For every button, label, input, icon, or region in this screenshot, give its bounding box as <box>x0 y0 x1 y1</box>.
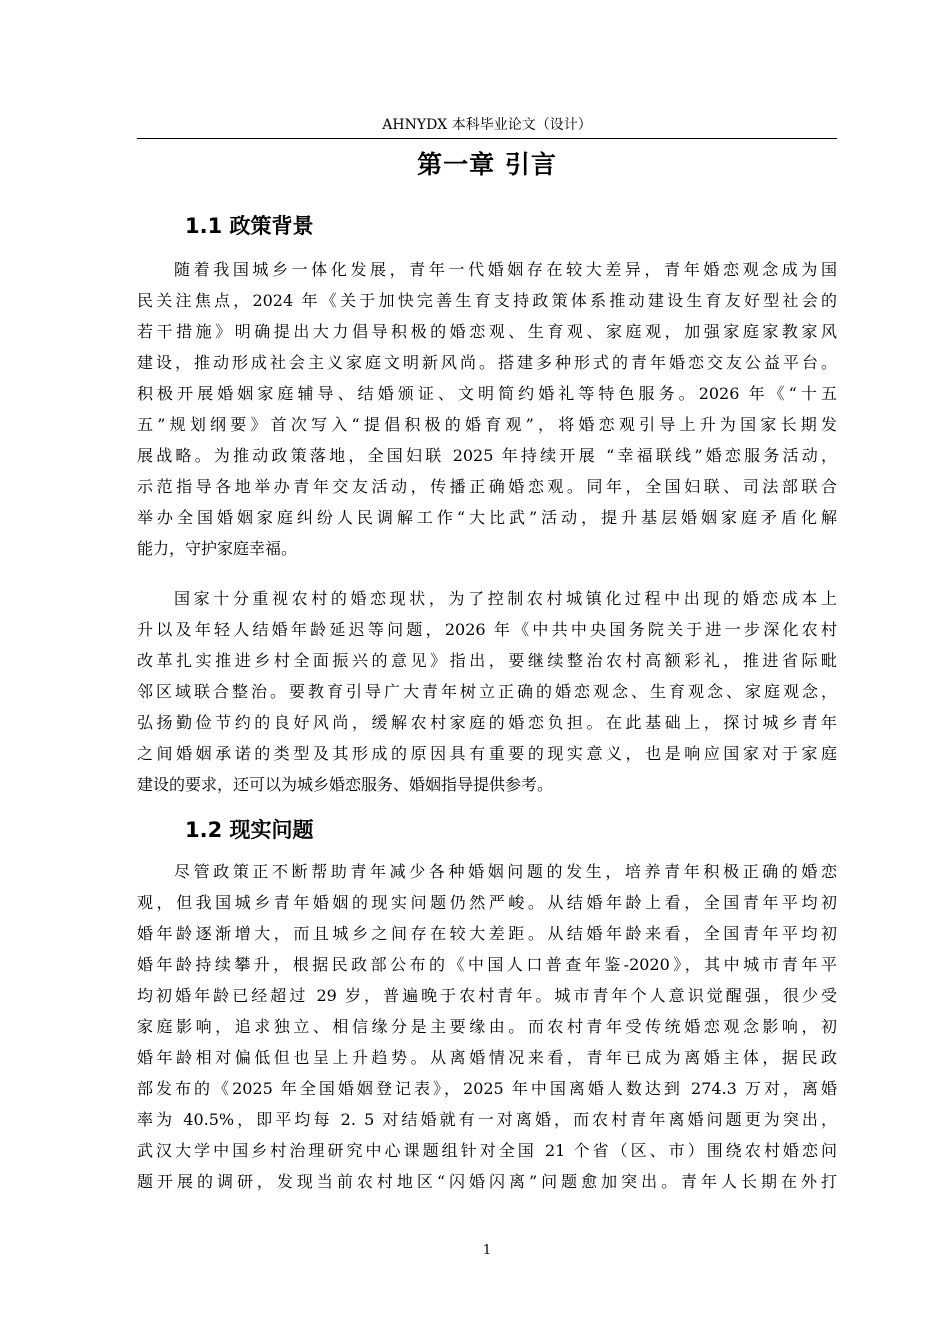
paragraph-line: 题开展的调研，发现当前农村地区“闪婚闪离”问题愈加突出。青年人长期在外打 <box>137 1172 837 1191</box>
paragraph-line: 五”规划纲要》首次写入“提倡积极的婚育观”，将婚恋观引导上升为国家长期发 <box>137 415 837 434</box>
paragraph-line: 率为 40.5%，即平均每 2. 5 对结婚就有一对离婚，而农村青年离婚问题更为突出， <box>137 1110 837 1129</box>
paragraph-problems-1 <box>137 856 837 1197</box>
paragraph-line: 建设的要求，还可以为城乡婚恋服务、婚姻指导提供参考。 <box>137 775 554 794</box>
paragraph-line: 观，但我国城乡青年婚姻的现实问题仍然严峻。从结婚年龄上看，全国青年平均初 <box>137 893 837 912</box>
paragraph-line: 武汉大学中国乡村治理研究中心课题组针对全国 21 个省（区、市）围绕农村婚恋问 <box>137 1141 837 1160</box>
paragraph-line: 改革扎实推进乡村全面振兴的意见》指出，要继续整治农村高额彩礼，推进省际毗 <box>137 651 837 670</box>
paragraph-line: 家庭影响，追求独立、相信缘分是主要缘由。而农村青年受传统婚恋观念影响，初 <box>137 1017 837 1036</box>
chapter-title: 第一章 引言 <box>417 150 557 179</box>
paragraph-line: 民关注焦点，2024 年《关于加快完善生育支持政策体系推动建设生育友好型社会的 <box>137 291 837 310</box>
paragraph-line: 若干措施》明确提出大力倡导积极的婚恋观、生育观、家庭观，加强家庭家教家风 <box>137 322 837 341</box>
paragraph-line: 尽管政策正不断帮助青年减少各种婚姻问题的发生，培养青年积极正确的婚恋 <box>174 862 837 881</box>
section-heading-practical-problems: 1.2 现实问题 <box>185 818 314 842</box>
paragraph-line: 邻区域联合整治。要教育引导广大青年树立正确的婚恋观念、生育观念、家庭观念， <box>137 682 837 701</box>
paragraph-line: 婚年龄逐渐增大，而且城乡之间存在较大差距。从结婚年龄来看，全国青年平均初 <box>137 924 837 943</box>
paragraph-line: 建设，推动形成社会主义家庭文明新风尚。搭建多种形式的青年婚恋交友公益平台。 <box>137 353 837 372</box>
paragraph-line: 之间婚姻承诺的类型及其形成的原因具有重要的现实意义，也是响应国家对于家庭 <box>137 744 837 763</box>
header-divider <box>137 138 837 139</box>
paragraph-line: 随着我国城乡一体化发展，青年一代婚姻存在较大差异，青年婚恋观念成为国 <box>174 260 837 279</box>
paragraph-line: 部发布的《2025 年全国婚姻登记表》，2025 年中国离婚人数达到 274.3 万对，离婚 <box>137 1079 837 1098</box>
paragraph-line: 积极开展婚姻家庭辅导、结婚颁证、文明简约婚礼等特色服务。2026 年《“十五 <box>137 384 837 403</box>
paragraph-line: 婚年龄相对偏低但也呈上升趋势。从离婚情况来看，青年已成为离婚主体，据民政 <box>137 1048 837 1067</box>
paragraph-line: 弘扬勤俭节约的良好风尚，缓解农村家庭的婚恋负担。在此基础上，探讨城乡青年 <box>137 713 837 732</box>
section-heading-policy-background: 1.1 政策背景 <box>185 214 314 238</box>
paragraph-line: 国家十分重视农村的婚恋现状，为了控制农村城镇化过程中出现的婚恋成本上 <box>174 589 837 608</box>
paragraph-line: 婚年龄持续攀升，根据民政部公布的《中国人口普查年鉴-2020》，其中城市青年平 <box>137 955 837 974</box>
paragraph-policy-2 <box>137 583 837 800</box>
paragraph-line: 示范指导各地举办青年交友活动，传播正确婚恋观。同年，全国妇联、司法部联合 <box>137 477 837 496</box>
paragraph-line: 升以及年轻人结婚年龄延迟等问题，2026 年《中共中央国务院关于进一步深化农村 <box>137 620 837 639</box>
paragraph-line: 均初婚年龄已经超过 29 岁，普遍晚于农村青年。城市青年个人意识觉醒强，很少受 <box>137 986 837 1005</box>
paragraph-line: 能力，守护家庭幸福。 <box>137 539 298 558</box>
paragraph-line: 举办全国婚姻家庭纠纷人民调解工作“大比武”活动，提升基层婚姻家庭矛盾化解 <box>137 508 837 527</box>
page-number: 1 <box>482 1243 492 1258</box>
paragraph-policy-1 <box>137 254 837 564</box>
paragraph-line: 展战略。为推动政策落地，全国妇联 2025 年持续开展 “幸福联线”婚恋服务活动， <box>137 446 837 465</box>
running-header: AHNYDX 本科毕业论文（设计） <box>382 117 592 133</box>
